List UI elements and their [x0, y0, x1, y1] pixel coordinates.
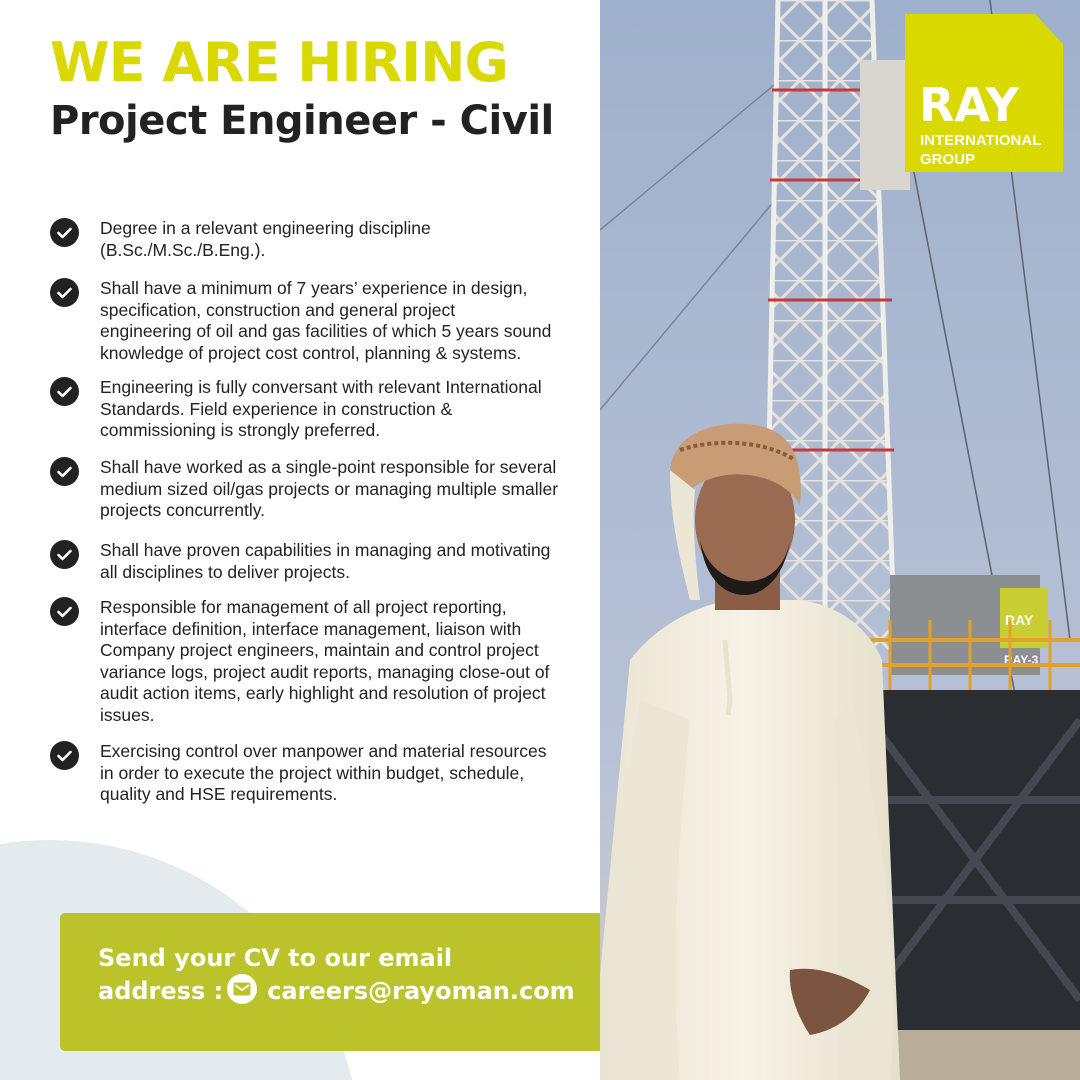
email-link[interactable]: careers@rayoman.com: [267, 977, 575, 1005]
requirement-line: in order to execute the project within budget, schedule,: [100, 762, 525, 783]
envelope-icon: [227, 974, 257, 1004]
headline: WE ARE HIRING: [50, 31, 508, 94]
requirement-line: knowledge of project cost control, planning & systems.: [100, 342, 522, 363]
rig-sign-text: RAY: [1005, 612, 1034, 628]
requirement-text: [100, 457, 575, 522]
requirement-line: projects concurrently.: [100, 500, 266, 520]
requirement-line: engineering of oil and gas facilities of which 5 years sound: [100, 321, 552, 341]
check-circle-icon: [50, 457, 79, 486]
requirement-line: interface definition, interface management, liaison with: [100, 618, 522, 639]
requirement-line: Engineering is fully conversant with relevant International: [100, 377, 542, 397]
check-circle-icon: [50, 218, 79, 247]
job-title: Project Engineer - Civil: [50, 98, 554, 144]
requirement-line: Responsible for management of all project reporting,: [100, 597, 507, 617]
check-circle-icon: [50, 377, 79, 406]
logo-word: RAY: [919, 78, 1019, 132]
requirement-line: Shall have proven capabilities in managing and motivating: [100, 540, 551, 560]
requirement-line: (B.Sc./M.Sc./B.Eng.).: [100, 239, 266, 260]
cv-banner: [60, 913, 620, 1051]
check-circle-icon: [50, 540, 79, 569]
requirement-text: [100, 741, 575, 806]
requirement-line: Shall have worked as a single-point responsible for several: [100, 457, 557, 477]
requirement-line: Degree in a relevant engineering discipline: [100, 218, 431, 238]
requirement-line: Exercising control over manpower and material resources: [100, 741, 547, 761]
check-circle-icon: [50, 741, 79, 770]
ray-logo: [905, 14, 1063, 172]
requirement-line: issues.: [100, 704, 155, 725]
logo-line-1: INTERNATIONAL: [920, 132, 1042, 149]
requirement-text: [100, 218, 575, 261]
cv-address-label: address :: [98, 977, 224, 1005]
cv-text: [98, 943, 598, 1007]
rig-sign-sub: RAY-3: [1004, 653, 1039, 667]
cv-line-1: Send your CV to our email: [98, 944, 453, 972]
requirement-line: Shall have a minimum of 7 years’ experience in design,: [100, 278, 528, 298]
logo-line-2: GROUP: [920, 151, 976, 168]
check-circle-icon: [50, 597, 79, 626]
requirement-text: [100, 597, 575, 726]
requirement-line: medium sized oil/gas projects or managing multiple smaller: [100, 478, 559, 499]
requirement-line: variance logs, project audit reports, managing close-out of: [100, 661, 550, 682]
requirement-line: Company project engineers, maintain and control project: [100, 640, 539, 660]
requirement-text: [100, 540, 575, 583]
requirement-line: specification, construction and general project: [100, 299, 456, 320]
cv-line-2: [98, 974, 598, 1007]
requirement-line: commissioning is strongly preferred.: [100, 420, 381, 440]
requirement-line: audit action items, early highlight and resolution of project: [100, 683, 546, 703]
requirement-text: [100, 377, 575, 442]
requirement-line: quality and HSE requirements.: [100, 784, 338, 804]
requirement-line: all disciplines to deliver projects.: [100, 561, 350, 582]
requirement-line: Standards. Field experience in construction &: [100, 398, 453, 419]
requirement-text: [100, 278, 575, 364]
check-circle-icon: [50, 278, 79, 307]
